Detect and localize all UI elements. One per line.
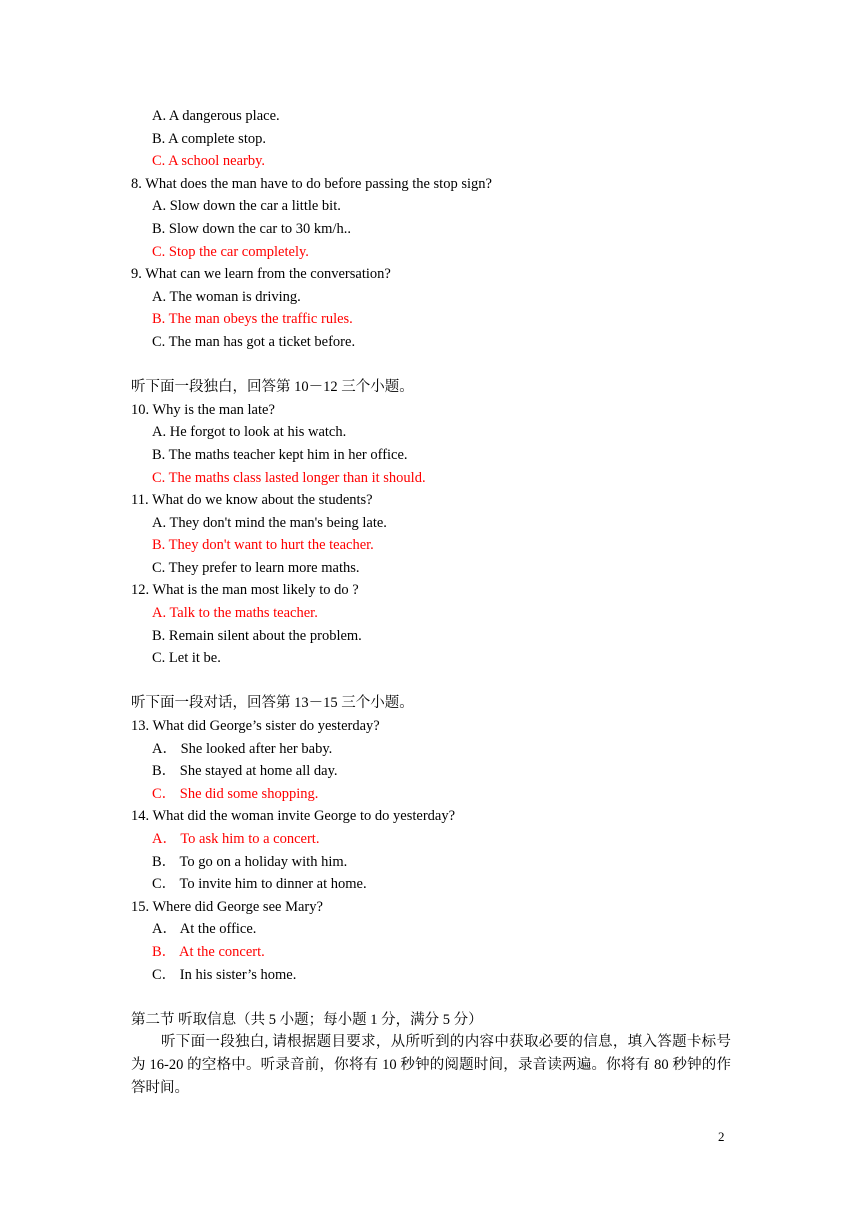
q13-option-a: A． She looked after her baby. xyxy=(152,740,333,757)
q11-option-b-answer: B. They don't want to hurt the teacher. xyxy=(152,537,374,554)
dialogue-intro-13-15: 听下面一段对话，回答第 13－15 三个小题。 xyxy=(131,695,414,712)
spacer xyxy=(131,354,731,377)
q9-option-c: C. The man has got a ticket before. xyxy=(152,333,356,350)
q9-option-b-answer: B. The man obeys the traffic rules. xyxy=(152,311,353,328)
q12-option-a-answer: A. Talk to the maths teacher. xyxy=(152,605,318,622)
q8-option-b: B. Slow down the car to 30 km/h.. xyxy=(152,220,351,237)
q15-option-b-answer: B． At the concert. xyxy=(152,943,265,960)
q14-option-b: B． To go on a holiday with him. xyxy=(152,853,348,870)
question-14: 14. What did the woman invite George to do yesterday? xyxy=(131,808,456,825)
question-11: 11. What do we know about the students? xyxy=(131,492,373,509)
spacer xyxy=(131,670,731,693)
q13-option-c-answer: C． She did some shopping. xyxy=(152,785,319,802)
q12-option-c: C. Let it be. xyxy=(152,650,221,667)
q10-option-b: B. The maths teacher kept him in her office. xyxy=(152,446,408,463)
spacer xyxy=(131,986,731,1009)
q9-option-a: A. The woman is driving. xyxy=(152,288,301,305)
section-2-instructions: 听下面一段独白, 请根据题目要求，从所听到的内容中获取必要的信息，填入答题卡标号为 16-20 的空格中。听录音前，你将有 10 秒钟的阅题时间，录音读两遍。你将有 80 秒钟的作答时间。 xyxy=(131,1034,731,1096)
page-number: 2 xyxy=(718,1129,725,1144)
q8-option-a: A. Slow down the car a little bit. xyxy=(152,198,341,215)
q11-option-a: A. They don't mind the man's being late. xyxy=(152,514,387,531)
question-8: 8. What does the man have to do before passing the stop sign? xyxy=(131,175,492,192)
q13-option-b: B． She stayed at home all day. xyxy=(152,763,338,780)
question-9: 9. What can we learn from the conversation? xyxy=(131,266,391,283)
q15-option-c: C． In his sister’s home. xyxy=(152,966,297,983)
q7-option-a: A. A dangerous place. xyxy=(152,108,280,124)
section-2-title: 第二节 听取信息（共 5 小题；每小题 1 分，满分 5 分） xyxy=(131,1011,483,1028)
question-13: 13. What did George’s sister do yesterday? xyxy=(131,718,380,735)
page-content xyxy=(131,105,731,1099)
q15-option-a: A． At the office. xyxy=(152,921,257,938)
q11-option-c: C. They prefer to learn more maths. xyxy=(152,559,360,576)
question-12: 12. What is the man most likely to do ? xyxy=(131,582,359,599)
q12-option-b: B. Remain silent about the problem. xyxy=(152,627,362,644)
q7-option-b: B. A complete stop. xyxy=(152,130,266,147)
q10-option-a: A. He forgot to look at his watch. xyxy=(152,424,347,441)
question-15: 15. Where did George see Mary? xyxy=(131,898,323,915)
q14-option-c: C． To invite him to dinner at home. xyxy=(152,876,367,893)
q10-option-c-answer: C. The maths class lasted longer than it should. xyxy=(152,469,426,486)
q14-option-a-answer: A． To ask him to a concert. xyxy=(152,831,320,847)
monologue-intro-10-12: 听下面一段独白，回答第 10－12 三个小题。 xyxy=(131,379,414,396)
q7-option-c-answer: C. A school nearby. xyxy=(152,153,266,170)
q8-option-c-answer: C. Stop the car completely. xyxy=(152,243,309,260)
question-10: 10. Why is the man late? xyxy=(131,401,275,418)
